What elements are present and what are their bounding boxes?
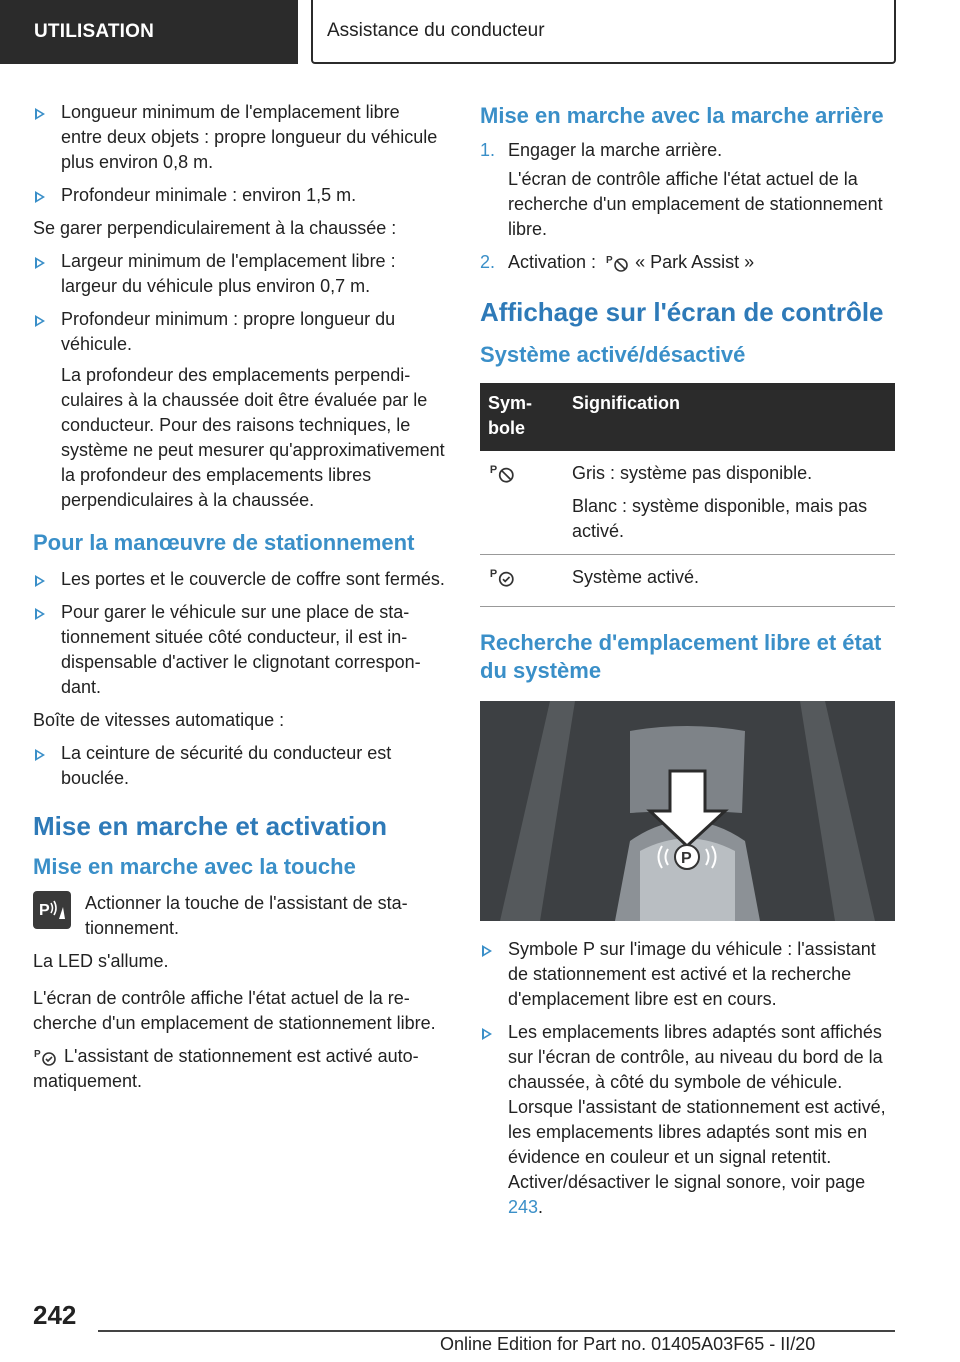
table-row: P Système activé. — [480, 555, 895, 607]
park-assist-on-icon — [488, 565, 518, 589]
svg-text:P: P — [489, 568, 498, 580]
list-item: Longueur minimum de l'emplacement libre entre deux objets : propre longueur du véhicule plus environ 0,8 m. — [33, 100, 445, 175]
step-note: L'écran de contrôle affiche l'état actuel de la recherche d'un emplacement de stationnement libre. — [508, 169, 883, 239]
note-paragraph: La profondeur des emplacements perpendiculaires à la chaussée doit être évaluée par le conducteur. Pour des raisons techniques, le système ne peut mesurer qu'approximativement la profondeur des emplacements libres perpendiculaires à la chaussée. — [61, 365, 445, 510]
page-link[interactable]: 243 — [508, 1197, 539, 1217]
right-column — [480, 100, 895, 1228]
triangle-bullet-icon — [35, 315, 45, 327]
svg-text:P: P — [39, 902, 50, 919]
section-heading: Recherche d'emplacement libre et état du système — [480, 630, 882, 683]
park-assist-icon — [605, 252, 631, 274]
symbol-table — [480, 383, 895, 607]
chapter-heading: Affichage sur l'écran de contrôle — [480, 297, 884, 327]
triangle-bullet-icon — [35, 257, 45, 269]
list-item: Profondeur minimum : propre longueur du véhicule. — [33, 307, 445, 357]
parking-display-illustration — [480, 701, 895, 921]
list-item: Symbole P sur l'image du véhicule : l'assistant de stationnement est activé et la recherche d'emplacement libre est en cours. — [480, 937, 895, 1012]
list-item: La ceinture de sécurité du conducteur est bouclée. — [33, 741, 445, 791]
triangle-bullet-icon — [35, 191, 45, 203]
section-heading: Mise en marche avec la marche arrière — [480, 103, 884, 128]
list-item: Profondeur minimale : environ 1,5 m. — [33, 183, 445, 208]
paragraph: Se garer perpendiculairement à la chaussée : — [33, 218, 397, 238]
chapter-title: Assistance du conducteur — [311, 0, 896, 64]
paragraph: La LED s'allume. — [33, 951, 169, 971]
paragraph: P L'assistant de stationnement est activé automatiquement. — [33, 1046, 419, 1091]
triangle-bullet-icon — [482, 1028, 492, 1040]
section-heading: Pour la manœuvre de stationnement — [33, 530, 415, 555]
paragraph: Boîte de vitesses automatique : — [33, 710, 285, 730]
triangle-bullet-icon — [35, 575, 45, 587]
table-header-symbol: Symbole — [480, 383, 564, 451]
list-item: Les emplacements libres adaptés sont affichés sur l'écran de contrôle, au niveau du bord de la chaussée, à côté du symbole de véhicule. Lorsque l'assistant de stationnement est activé, les emplacements libres adaptés sont mis en évidence en couleur et un signal retentit. Activer/désactiver le signal sonore, voir page 243. — [480, 1020, 895, 1220]
step-item: 2. Activation : P « Park Assist » — [480, 250, 895, 275]
triangle-bullet-icon — [482, 945, 492, 957]
button-instruction: P Actionner la touche de l'assistant de stationnement. — [33, 891, 445, 941]
svg-text:P: P — [606, 255, 613, 267]
triangle-bullet-icon — [35, 608, 45, 620]
svg-text:P: P — [489, 464, 498, 476]
left-column — [33, 100, 445, 1102]
svg-text:P: P — [34, 1049, 41, 1061]
section-heading: Système activé/désactivé — [480, 342, 746, 367]
chapter-heading: Mise en marche et activation — [33, 811, 388, 841]
triangle-bullet-icon — [35, 749, 45, 761]
table-header-meaning: Signification — [564, 383, 895, 451]
section-tab: UTILISATION — [0, 0, 298, 64]
page-number: 242 — [33, 1300, 77, 1330]
park-assist-off-icon — [488, 461, 518, 485]
paragraph: L'écran de contrôle affiche l'état actuel de la recherche d'un emplacement de stationnement libre. — [33, 988, 436, 1033]
edition-info: Online Edition for Part no. 01405A03F65 - II/20 — [440, 1334, 816, 1354]
section-heading: Mise en marche avec la touche — [33, 854, 356, 879]
step-item: 1. Engager la marche arrière. — [480, 140, 723, 160]
park-assist-active-icon — [33, 1046, 59, 1068]
page-header — [0, 0, 960, 66]
park-assist-button-icon — [33, 891, 71, 929]
table-row: P Gris : système pas disponible. Blanc : système disponible, mais pas activé. — [480, 451, 895, 555]
footer-divider — [98, 1330, 895, 1332]
triangle-bullet-icon — [35, 108, 45, 120]
list-item: Pour garer le véhicule sur une place de stationnement située côté conducteur, il est indispensable d'activer le clignotant correspondant. — [33, 600, 445, 700]
list-item: Les portes et le couvercle de coffre sont fermés. — [33, 567, 445, 592]
list-item: Largeur minimum de l'emplacement libre : largeur du véhicule plus environ 0,7 m. — [33, 249, 445, 299]
svg-text:P: P — [681, 850, 692, 867]
